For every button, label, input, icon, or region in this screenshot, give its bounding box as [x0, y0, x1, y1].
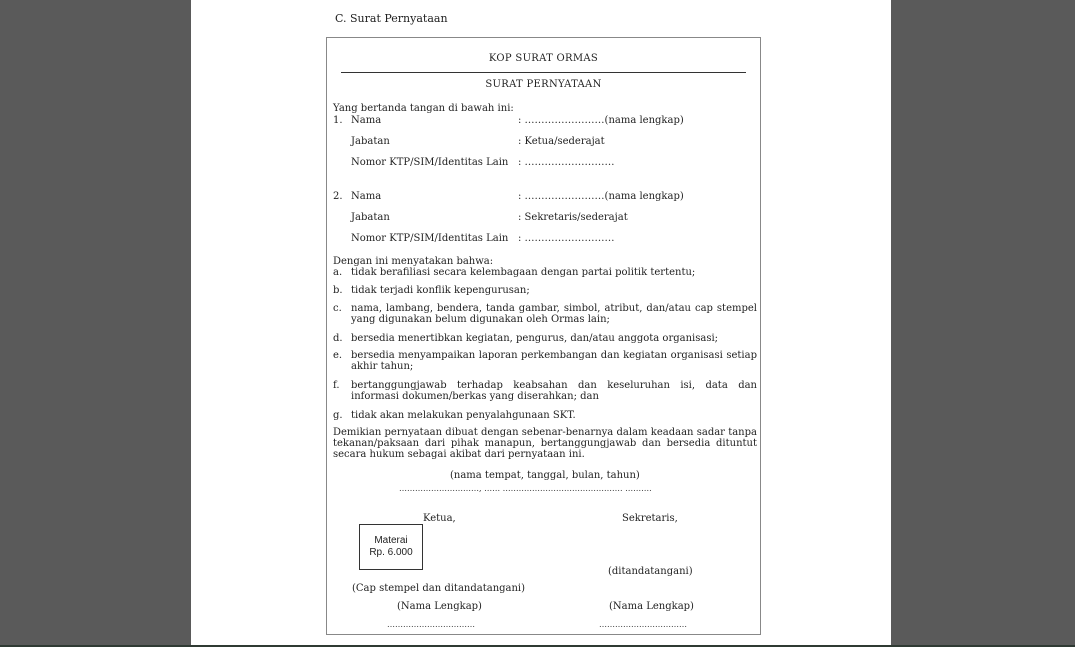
signature-dots-left: …………………………… [387, 620, 475, 629]
nama-lengkap-right: (Nama Lengkap) [609, 601, 694, 612]
closing-paragraph: Demikian pernyataan dibuat dengan sebenar-benarnya dalam keadaan sadar tanpa tekanan/paksaan dari pihak manapun, bertanggungjawab dan bersedia dituntut secara hukum sebagai akibat dari pernyataan ini. [333, 427, 757, 460]
sekretaris-label: Sekretaris, [622, 513, 678, 524]
materai-line2: Rp. 6.000 [369, 547, 413, 558]
person1-nomor-label: Nomor KTP/SIM/Identitas Lain [351, 157, 509, 168]
person1-number: 1. [333, 115, 343, 126]
ditandatangani-label: (ditandatangani) [608, 566, 693, 577]
place-date-label: (nama tempat, tanggal, bulan, tahun) [450, 470, 640, 481]
person2-nama-label: Nama [351, 191, 382, 202]
item-b-text: tidak terjadi konflik kepengurusan; [351, 285, 530, 296]
item-c-letter: c. [333, 303, 342, 314]
materai-stamp [359, 524, 423, 570]
item-f-text: bertanggungjawab terhadap keabsahan dan keseluruhan isi, data dan informasi dokumen/berkas yang diserahkan; dan [351, 380, 757, 402]
document-page [191, 0, 891, 647]
place-date-dots: …………………………, …… ……………………………………… ………. [399, 484, 652, 493]
item-g-letter: g. [333, 410, 343, 421]
item-a-text: tidak berafiliasi secara kelembagaan dengan partai politik tertentu; [351, 267, 696, 278]
letterhead: KOP SURAT ORMAS [488, 53, 599, 64]
person2-jabatan-value: : Sekretaris/sederajat [518, 212, 628, 223]
person2-nomor-label: Nomor KTP/SIM/Identitas Lain [351, 233, 509, 244]
person1-nama-label: Nama [351, 115, 382, 126]
person1-jabatan-value: : Ketua/sederajat [518, 136, 605, 147]
letter-title: SURAT PERNYATAAN [485, 79, 602, 90]
item-e-letter: e. [333, 350, 343, 361]
ketua-label: Ketua, [423, 513, 456, 524]
item-c-text: nama, lambang, bendera, tanda gambar, simbol, atribut, dan/atau cap stempel yang digunakan belum digunakan oleh Ormas lain; [351, 303, 757, 325]
item-b-letter: b. [333, 285, 343, 296]
section-heading: C. Surat Pernyataan [335, 12, 448, 25]
person1-nomor-value: : ……………………… [518, 157, 615, 168]
item-g-text: tidak akan melakukan penyalahgunaan SKT. [351, 410, 576, 421]
item-f-letter: f. [333, 380, 340, 391]
signature-dots-right: …………………………… [599, 620, 687, 629]
person2-jabatan-label: Jabatan [351, 212, 390, 223]
item-a-letter: a. [333, 267, 343, 278]
declare-intro: Dengan ini menyatakan bahwa: [333, 256, 494, 267]
person2-nomor-value: : ……………………… [518, 233, 615, 244]
letter-box [326, 37, 761, 635]
cap-stempel-label: (Cap stempel dan ditandatangani) [352, 583, 526, 594]
letterhead-rule [341, 72, 746, 73]
materai-line1: Materai [374, 535, 408, 546]
person1-jabatan-label: Jabatan [351, 136, 390, 147]
item-d-text: bersedia menertibkan kegiatan, pengurus, dan/atau anggota organisasi; [351, 333, 719, 344]
item-e-text: bersedia menyampaikan laporan perkembangan dan kegiatan organisasi setiap akhir tahun; [351, 350, 757, 372]
item-d-letter: d. [333, 333, 343, 344]
intro-text: Yang bertanda tangan di bawah ini: [333, 103, 514, 114]
person1-nama-value: : ……………………(nama lengkap) [518, 115, 684, 126]
person2-nama-value: : ……………………(nama lengkap) [518, 191, 684, 202]
nama-lengkap-left: (Nama Lengkap) [397, 601, 482, 612]
person2-number: 2. [333, 191, 343, 202]
